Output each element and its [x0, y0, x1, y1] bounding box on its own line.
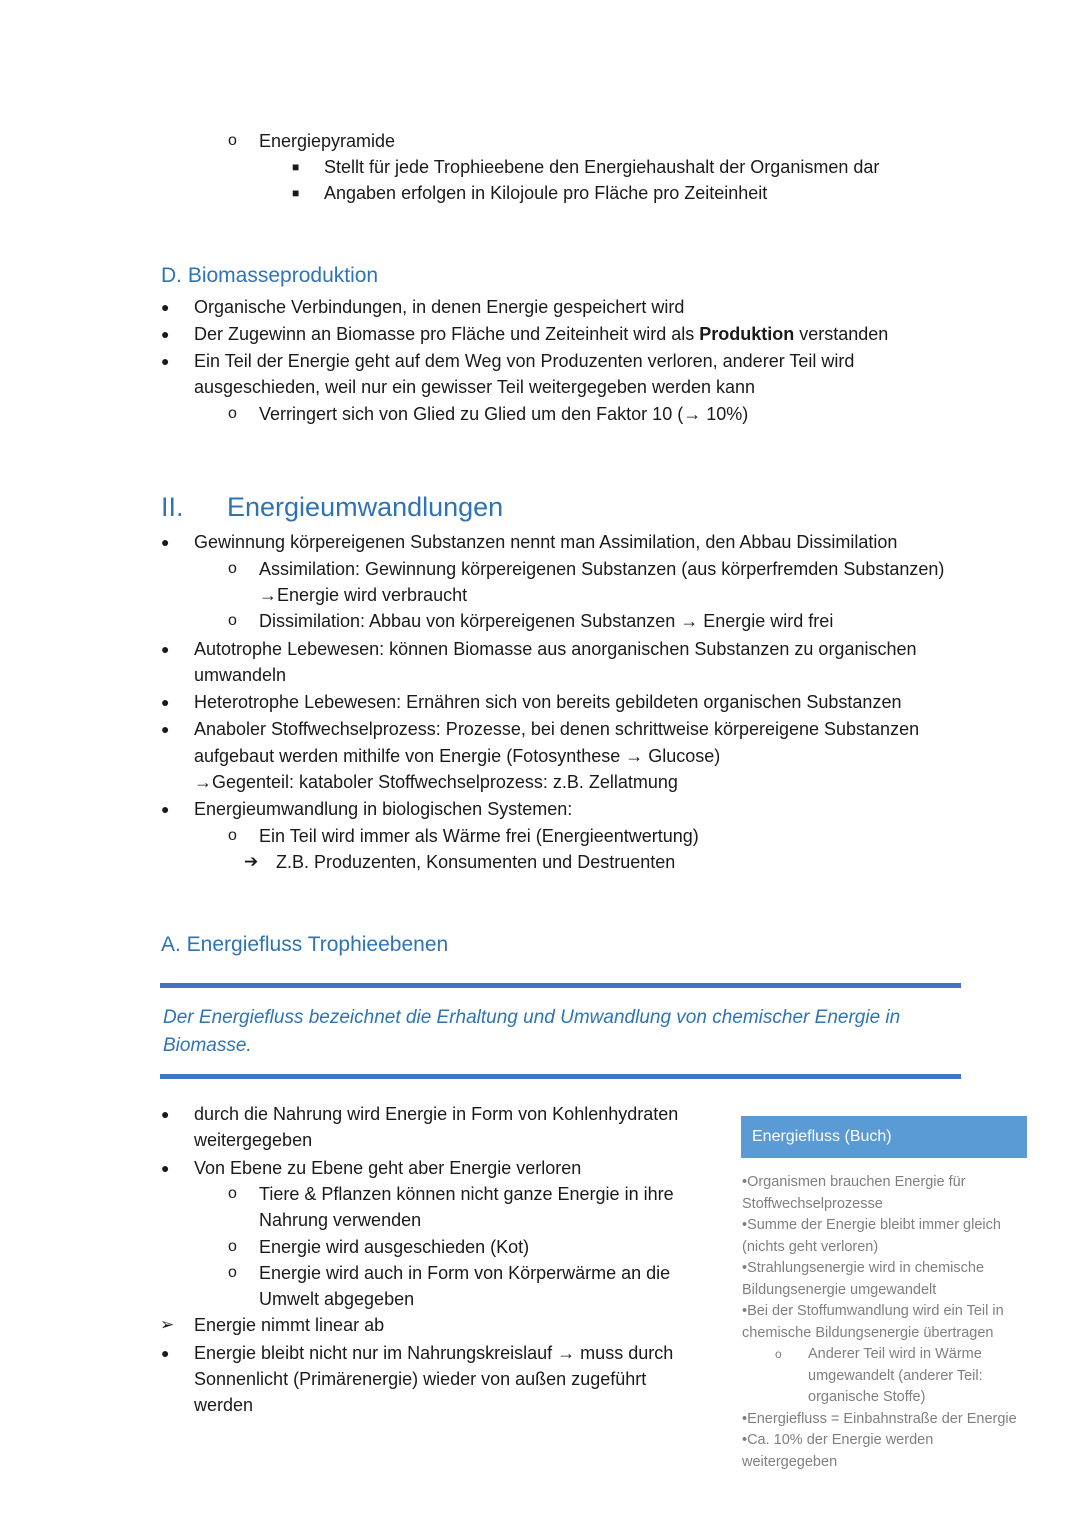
sidebox-line: •Strahlungsenergie wird in chemische — [742, 1260, 985, 1276]
list-item-continuation: werden — [194, 1395, 254, 1415]
square-bullet-icon: ■ — [292, 160, 300, 174]
sidebox-line: (nichts geht verloren) — [742, 1239, 879, 1255]
list-item: Energie wird auch in Form von Körperwärme an die — [259, 1263, 671, 1283]
list-item-continuation: →Energie wird verbraucht — [259, 585, 468, 605]
dot-bullet-icon: ● — [161, 1345, 170, 1361]
arrowhead-bullet-icon: ➢ — [160, 1315, 175, 1334]
sidebox-subline: umgewandelt (anderer Teil: — [808, 1368, 983, 1384]
list-item: Energie bleibt nicht nur im Nahrungskreislauf → muss durch — [194, 1343, 674, 1363]
circle-bullet-icon: o — [228, 1185, 237, 1202]
list-item-continuation: Umwelt abgegeben — [259, 1289, 415, 1309]
list-item: Energie wird ausgeschieden (Kot) — [259, 1237, 530, 1257]
quote-top-rule — [160, 983, 961, 988]
sidebox-line: •Ca. 10% der Energie werden — [742, 1432, 934, 1448]
sidebox-line: weitergegeben — [742, 1454, 838, 1470]
dot-bullet-icon: ● — [161, 534, 170, 550]
sidebox-title: Energiefluss (Buch) — [741, 1116, 1027, 1158]
circle-bullet-icon: o — [228, 1264, 237, 1281]
list-item: Von Ebene zu Ebene geht aber Energie verloren — [194, 1158, 582, 1178]
list-item: Dissimilation: Abbau von körpereigenen Substanzen → Energie wird frei — [259, 611, 834, 631]
dot-bullet-icon: ● — [161, 353, 170, 369]
list-item: Ein Teil der Energie geht auf dem Weg von Produzenten verloren, anderer Teil wird — [194, 351, 855, 371]
list-item: Z.B. Produzenten, Konsumenten und Destruenten — [276, 852, 676, 872]
list-item: durch die Nahrung wird Energie in Form von Kohlenhydraten — [194, 1104, 679, 1124]
sidebox-subline: organische Stoffe) — [808, 1389, 926, 1405]
dot-bullet-icon: ● — [161, 641, 170, 657]
list-item: Anaboler Stoffwechselprozess: Prozesse, bei denen schrittweise körpereigene Substanzen — [194, 719, 920, 739]
list-item: Angaben erfolgen in Kilojoule pro Fläche pro Zeiteinheit — [324, 183, 768, 203]
list-item-continuation: aufgebaut werden mithilfe von Energie (Fotosynthese → Glucose) — [194, 746, 721, 766]
circle-bullet-icon: o — [228, 1238, 237, 1255]
sidebox-line: Stoffwechselprozesse — [742, 1196, 883, 1212]
dot-bullet-icon: ● — [161, 326, 170, 342]
circle-bullet-icon: o — [228, 405, 237, 422]
list-item-continuation: ausgeschieden, weil nur ein gewisser Teil weitergegeben werden kann — [194, 377, 756, 397]
dot-bullet-icon: ● — [161, 299, 170, 315]
dot-bullet-icon: ● — [161, 801, 170, 817]
list-item: Autotrophe Lebewesen: können Biomasse aus anorganischen Substanzen zu organischen — [194, 639, 917, 659]
list-item: Tiere & Pflanzen können nicht ganze Energie in ihre — [259, 1184, 674, 1204]
sidebox-subline: Anderer Teil wird in Wärme — [808, 1346, 982, 1362]
quote-bottom-rule — [160, 1074, 961, 1079]
circle-bullet-icon: o — [228, 612, 237, 629]
list-item-continuation: umwandeln — [194, 665, 287, 685]
section-a-title: A. Energiefluss Trophieebenen — [161, 933, 449, 956]
text-run: verstanden — [794, 324, 889, 344]
sidebox-line: •Organismen brauchen Energie für — [742, 1174, 966, 1190]
sidebox-line: •Energiefluss = Einbahnstraße der Energie — [742, 1411, 1017, 1427]
sidebox-line: Bildungsenergie umgewandelt — [742, 1282, 937, 1298]
list-item: Ein Teil wird immer als Wärme frei (Energieentwertung) — [259, 826, 699, 846]
list-item: Stellt für jede Trophieebene den Energiehaushalt der Organismen dar — [324, 157, 880, 177]
list-item: Gewinnung körpereigenen Substanzen nennt man Assimilation, den Abbau Dissimilation — [194, 532, 898, 552]
square-bullet-icon: ■ — [292, 186, 300, 200]
energiepyramide-heading: Energiepyramide — [259, 131, 396, 151]
dot-bullet-icon: ● — [161, 694, 170, 710]
dot-bullet-icon: ● — [161, 721, 170, 737]
sidebox-line: •Bei der Stoffumwandlung wird ein Teil in — [742, 1303, 1004, 1319]
list-item: Energie nimmt linear ab — [194, 1315, 385, 1335]
list-item-continuation: Sonnenlicht (Primärenergie) wieder von außen zugeführt — [194, 1369, 647, 1389]
circle-bullet-icon: o — [228, 132, 237, 149]
arrow-bullet-icon: ➔ — [244, 852, 259, 871]
list-item: Heterotrophe Lebewesen: Ernähren sich von bereits gebildeten organischen Substanzen — [194, 692, 902, 712]
section-title-text: Energieumwandlungen — [227, 492, 504, 522]
circle-bullet-icon: o — [228, 560, 237, 577]
quote-line: Biomasse. — [163, 1035, 252, 1056]
list-item: Verringert sich von Glied zu Glied um den Faktor 10 (→ 10%) — [259, 404, 749, 424]
list-item: Organische Verbindungen, in denen Energie gespeichert wird — [194, 297, 685, 317]
sidebox-line: chemische Bildungsenergie übertragen — [742, 1325, 994, 1341]
dot-bullet-icon: ● — [161, 1106, 170, 1122]
section-number: II. — [161, 492, 184, 522]
text-run: Der Zugewinn an Biomasse pro Fläche und Zeiteinheit wird als — [194, 324, 700, 344]
sidebox-line: •Summe der Energie bleibt immer gleich — [742, 1217, 1001, 1233]
circle-bullet-icon: o — [775, 1347, 782, 1361]
circle-bullet-icon: o — [228, 827, 237, 844]
section-d-title: D. Biomasseproduktion — [161, 264, 379, 287]
list-item-continuation: →Gegenteil: kataboler Stoffwechselprozess: z.B. Zellatmung — [194, 772, 678, 792]
dot-bullet-icon: ● — [161, 1160, 170, 1176]
list-item-continuation: weitergegeben — [194, 1130, 313, 1150]
list-item: Assimilation: Gewinnung körpereigenen Substanzen (aus körperfremden Substanzen) — [259, 559, 945, 579]
list-item: Energieumwandlung in biologischen Systemen: — [194, 799, 573, 819]
section-ii-title — [161, 492, 503, 523]
quote-line: Der Energiefluss bezeichnet die Erhaltung und Umwandlung von chemischer Energie in — [163, 1007, 901, 1028]
list-item — [194, 321, 888, 347]
bold-term: Produktion — [699, 324, 795, 344]
list-item-continuation: Nahrung verwenden — [259, 1210, 422, 1230]
intense-quote — [163, 1004, 953, 1060]
